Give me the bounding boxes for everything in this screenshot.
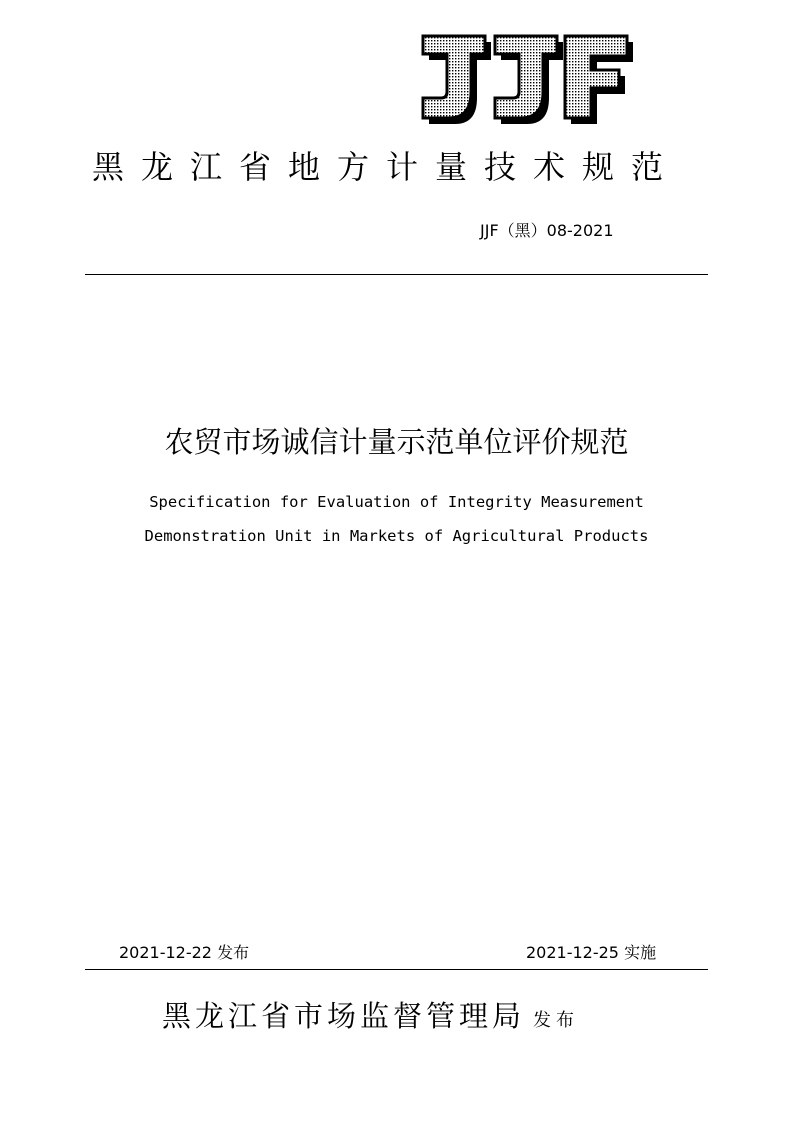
- document-title-en-line-1: Specification for Evaluation of Integrity Measurement: [149, 493, 644, 511]
- publisher-suffix: 发布: [533, 1010, 580, 1031]
- implementation-date: 2021-12-25 实施: [526, 943, 657, 962]
- top-divider: [85, 274, 708, 275]
- jjf-logo-icon: [419, 34, 635, 128]
- series-title: 黑龙江省地方计量技术规范: [92, 148, 681, 186]
- publisher-name: 黑龙江省市场监督管理局: [162, 999, 526, 1033]
- document-title-en-line-2: Demonstration Unit in Markets of Agricultural Products: [144, 527, 649, 545]
- bottom-divider: [85, 969, 708, 970]
- document-number: JJF（黑）08-2021: [480, 221, 614, 240]
- issue-date: 2021-12-22 发布: [119, 943, 250, 962]
- document-title-cn: 农贸市场诚信计量示范单位评价规范: [164, 425, 629, 459]
- publisher: [162, 996, 579, 1036]
